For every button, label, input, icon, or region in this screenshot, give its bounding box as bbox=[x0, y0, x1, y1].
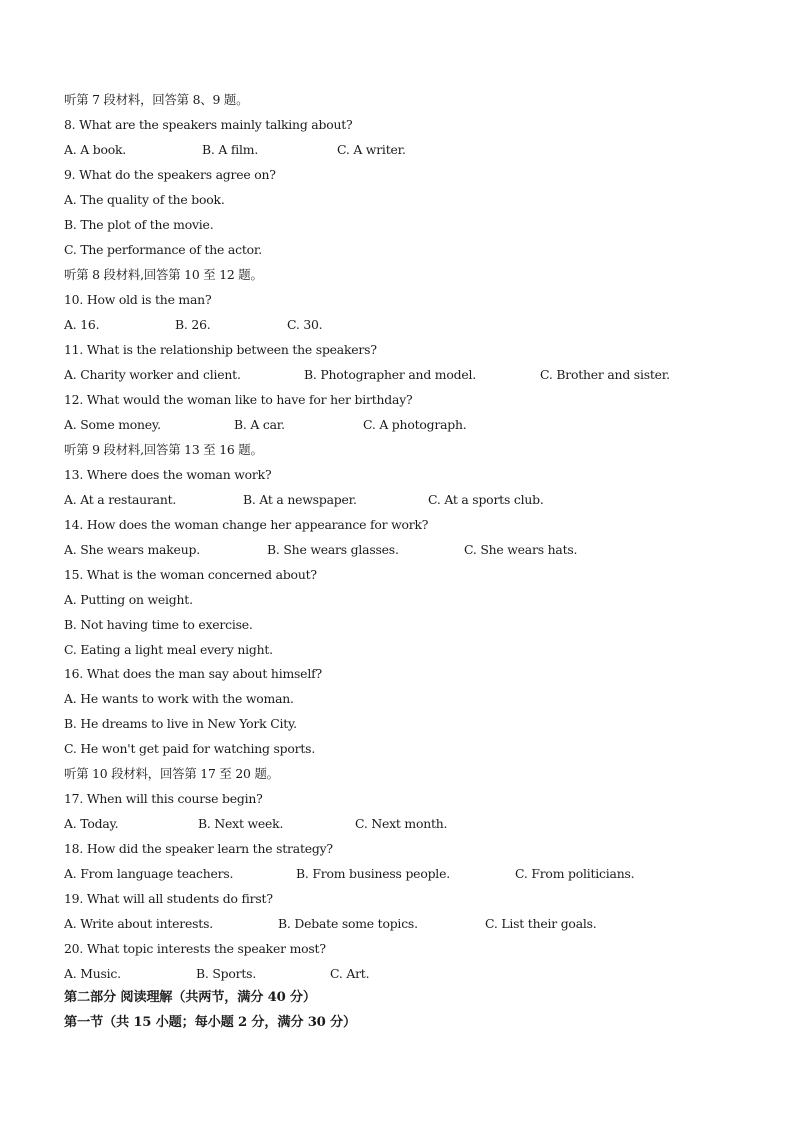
option-a: A. Write about interests. bbox=[64, 916, 213, 931]
option-c: C. A photograph. bbox=[363, 417, 467, 432]
question-16: 16. What does the man say about himself? bbox=[64, 666, 322, 681]
option-c: C. From politicians. bbox=[515, 866, 635, 881]
question-12: 12. What would the woman like to have for her birthday? bbox=[64, 392, 413, 407]
part-two-heading: 第二部分 阅读理解（共两节，满分 40 分） bbox=[64, 990, 316, 1005]
section-heading-passage-8: 听第 8 段材料,回答第 10 至 12 题。 bbox=[64, 267, 263, 282]
question-9: 9. What do the speakers agree on? bbox=[64, 167, 276, 182]
option-b: B. A film. bbox=[202, 142, 259, 157]
option-b: B. A car. bbox=[234, 417, 285, 432]
option-a: A. Putting on weight. bbox=[64, 592, 193, 607]
option-a: A. Today. bbox=[64, 816, 119, 831]
option-c: C. The performance of the actor. bbox=[64, 242, 262, 257]
option-c: C. List their goals. bbox=[485, 916, 597, 931]
option-a: A. A book. bbox=[64, 142, 127, 157]
question-8: 8. What are the speakers mainly talking about? bbox=[64, 117, 353, 132]
question-13: 13. Where does the woman work? bbox=[64, 467, 272, 482]
option-c: C. She wears hats. bbox=[464, 542, 578, 557]
question-15: 15. What is the woman concerned about? bbox=[64, 567, 317, 582]
option-c: C. A writer. bbox=[337, 142, 406, 157]
question-14: 14. How does the woman change her appearance for work? bbox=[64, 517, 429, 532]
option-c: C. 30. bbox=[287, 317, 323, 332]
option-c: C. At a sports club. bbox=[428, 492, 544, 507]
section-heading-passage-10: 听第 10 段材料，回答第 17 至 20 题。 bbox=[64, 766, 279, 781]
option-c: C. He won't get paid for watching sports. bbox=[64, 741, 316, 756]
question-19: 19. What will all students do first? bbox=[64, 891, 273, 906]
option-b: B. She wears glasses. bbox=[267, 542, 399, 557]
option-b: B. Next week. bbox=[198, 816, 284, 831]
option-a: A. Charity worker and client. bbox=[64, 367, 241, 382]
section-one-heading: 第一节（共 15 小题；每小题 2 分，满分 30 分） bbox=[64, 1015, 357, 1030]
section-heading-passage-9: 听第 9 段材料,回答第 13 至 16 题。 bbox=[64, 442, 263, 457]
option-b: B. Debate some topics. bbox=[278, 916, 418, 931]
option-b: B. Not having time to exercise. bbox=[64, 617, 253, 632]
section-heading-passage-7: 听第 7 段材料，回答第 8、9 题。 bbox=[64, 92, 249, 107]
option-c: C. Art. bbox=[330, 966, 370, 981]
option-b: B. He dreams to live in New York City. bbox=[64, 716, 297, 731]
question-11: 11. What is the relationship between the speakers? bbox=[64, 342, 377, 357]
option-b: B. Photographer and model. bbox=[304, 367, 476, 382]
option-a: A. He wants to work with the woman. bbox=[64, 691, 294, 706]
option-c: C. Next month. bbox=[355, 816, 448, 831]
option-b: B. 26. bbox=[175, 317, 211, 332]
option-a: A. 16. bbox=[64, 317, 100, 332]
question-17: 17. When will this course begin? bbox=[64, 791, 263, 806]
question-20: 20. What topic interests the speaker most? bbox=[64, 941, 326, 956]
option-c: C. Eating a light meal every night. bbox=[64, 642, 273, 657]
option-a: A. From language teachers. bbox=[64, 866, 234, 881]
question-10: 10. How old is the man? bbox=[64, 292, 212, 307]
option-a: A. Music. bbox=[64, 966, 121, 981]
question-18: 18. How did the speaker learn the strategy? bbox=[64, 841, 333, 856]
option-b: B. The plot of the movie. bbox=[64, 217, 214, 232]
option-a: A. At a restaurant. bbox=[64, 492, 177, 507]
option-c: C. Brother and sister. bbox=[540, 367, 670, 382]
option-a: A. She wears makeup. bbox=[64, 542, 200, 557]
option-a: A. The quality of the book. bbox=[64, 192, 225, 207]
option-b: B. Sports. bbox=[196, 966, 257, 981]
option-b: B. From business people. bbox=[296, 866, 450, 881]
option-b: B. At a newspaper. bbox=[243, 492, 357, 507]
option-a: A. Some money. bbox=[64, 417, 161, 432]
